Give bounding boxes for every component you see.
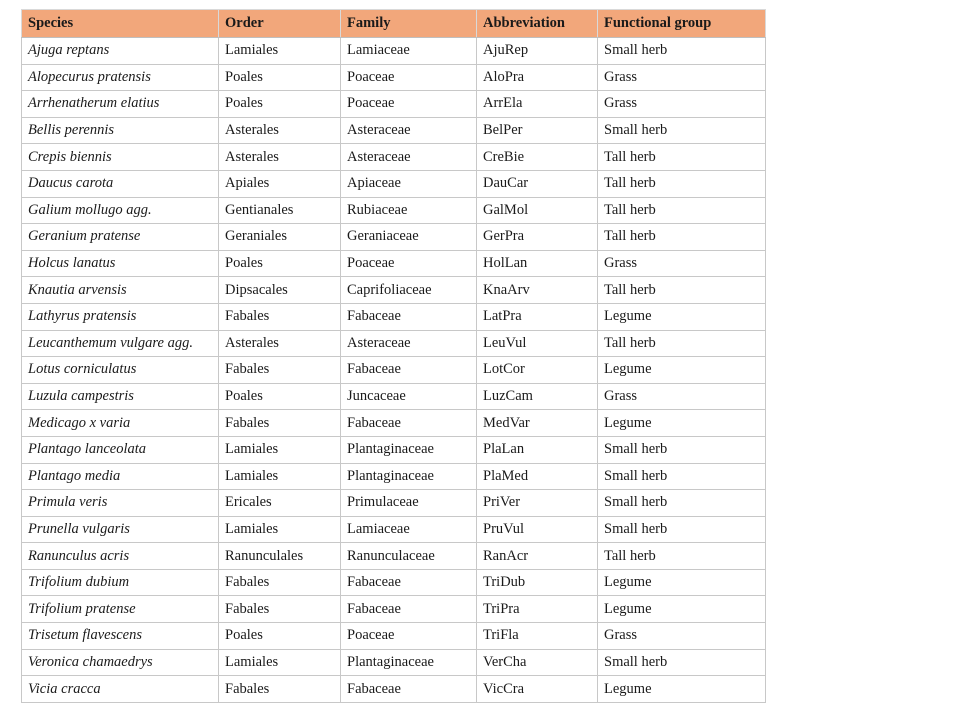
- order-cell: Fabales: [219, 410, 341, 437]
- family-cell: Fabaceae: [341, 357, 477, 384]
- functional-group-cell: Small herb: [598, 649, 766, 676]
- table-row: [22, 250, 766, 277]
- species-cell: Prunella vulgaris: [22, 516, 219, 543]
- functional-group-cell: Small herb: [598, 436, 766, 463]
- family-cell: Geraniaceae: [341, 224, 477, 251]
- order-cell: Fabales: [219, 303, 341, 330]
- order-cell: Lamiales: [219, 38, 341, 65]
- species-cell: Veronica chamaedrys: [22, 649, 219, 676]
- order-cell: Ranunculales: [219, 543, 341, 570]
- table-row: [22, 649, 766, 676]
- table-row: [22, 383, 766, 410]
- header-functional-group: Functional group: [598, 10, 766, 38]
- functional-group-cell: Legume: [598, 676, 766, 703]
- functional-group-cell: Small herb: [598, 490, 766, 517]
- table-row: [22, 197, 766, 224]
- species-cell: Plantago lanceolata: [22, 436, 219, 463]
- abbreviation-cell: BelPer: [477, 117, 598, 144]
- abbreviation-cell: TriDub: [477, 569, 598, 596]
- order-cell: Asterales: [219, 330, 341, 357]
- table-row: [22, 170, 766, 197]
- table-row: [22, 330, 766, 357]
- order-cell: Dipsacales: [219, 277, 341, 304]
- abbreviation-cell: PriVer: [477, 490, 598, 517]
- order-cell: Apiales: [219, 170, 341, 197]
- family-cell: Asteraceae: [341, 144, 477, 171]
- functional-group-cell: Small herb: [598, 463, 766, 490]
- table-row: [22, 357, 766, 384]
- abbreviation-cell: VicCra: [477, 676, 598, 703]
- family-cell: Apiaceae: [341, 170, 477, 197]
- order-cell: Poales: [219, 64, 341, 91]
- order-cell: Ericales: [219, 490, 341, 517]
- table-row: [22, 543, 766, 570]
- species-cell: Vicia cracca: [22, 676, 219, 703]
- functional-group-cell: Legume: [598, 410, 766, 437]
- order-cell: Gentianales: [219, 197, 341, 224]
- functional-group-cell: Tall herb: [598, 330, 766, 357]
- table-row: [22, 596, 766, 623]
- family-cell: Asteraceae: [341, 330, 477, 357]
- order-cell: Asterales: [219, 117, 341, 144]
- species-cell: Ranunculus acris: [22, 543, 219, 570]
- species-cell: Holcus lanatus: [22, 250, 219, 277]
- functional-group-cell: Tall herb: [598, 144, 766, 171]
- species-cell: Knautia arvensis: [22, 277, 219, 304]
- order-cell: Poales: [219, 250, 341, 277]
- species-cell: Medicago x varia: [22, 410, 219, 437]
- functional-group-cell: Tall herb: [598, 224, 766, 251]
- order-cell: Lamiales: [219, 516, 341, 543]
- species-table: [21, 9, 766, 703]
- family-cell: Plantaginaceae: [341, 649, 477, 676]
- species-cell: Luzula campestris: [22, 383, 219, 410]
- order-cell: Lamiales: [219, 649, 341, 676]
- table-row: [22, 436, 766, 463]
- abbreviation-cell: LatPra: [477, 303, 598, 330]
- family-cell: Ranunculaceae: [341, 543, 477, 570]
- functional-group-cell: Small herb: [598, 38, 766, 65]
- family-cell: Caprifoliaceae: [341, 277, 477, 304]
- order-cell: Fabales: [219, 357, 341, 384]
- table-row: [22, 144, 766, 171]
- species-cell: Arrhenatherum elatius: [22, 91, 219, 118]
- order-cell: Poales: [219, 383, 341, 410]
- table-row: [22, 623, 766, 650]
- abbreviation-cell: KnaArv: [477, 277, 598, 304]
- abbreviation-cell: AloPra: [477, 64, 598, 91]
- abbreviation-cell: PlaLan: [477, 436, 598, 463]
- table-row: [22, 490, 766, 517]
- header-species: Species: [22, 10, 219, 38]
- functional-group-cell: Grass: [598, 64, 766, 91]
- functional-group-cell: Tall herb: [598, 197, 766, 224]
- abbreviation-cell: RanAcr: [477, 543, 598, 570]
- family-cell: Fabaceae: [341, 596, 477, 623]
- species-cell: Trisetum flavescens: [22, 623, 219, 650]
- species-cell: Daucus carota: [22, 170, 219, 197]
- family-cell: Lamiaceae: [341, 516, 477, 543]
- family-cell: Poaceae: [341, 91, 477, 118]
- abbreviation-cell: LuzCam: [477, 383, 598, 410]
- family-cell: Rubiaceae: [341, 197, 477, 224]
- functional-group-cell: Legume: [598, 357, 766, 384]
- abbreviation-cell: DauCar: [477, 170, 598, 197]
- species-cell: Lotus corniculatus: [22, 357, 219, 384]
- header-abbreviation: Abbreviation: [477, 10, 598, 38]
- abbreviation-cell: CreBie: [477, 144, 598, 171]
- table-row: [22, 117, 766, 144]
- functional-group-cell: Tall herb: [598, 543, 766, 570]
- table-row: [22, 463, 766, 490]
- species-cell: Crepis biennis: [22, 144, 219, 171]
- order-cell: Asterales: [219, 144, 341, 171]
- functional-group-cell: Grass: [598, 623, 766, 650]
- species-cell: Trifolium pratense: [22, 596, 219, 623]
- family-cell: Fabaceae: [341, 410, 477, 437]
- family-cell: Fabaceae: [341, 569, 477, 596]
- table-row: [22, 224, 766, 251]
- functional-group-cell: Tall herb: [598, 277, 766, 304]
- abbreviation-cell: GerPra: [477, 224, 598, 251]
- functional-group-cell: Small herb: [598, 516, 766, 543]
- order-cell: Poales: [219, 91, 341, 118]
- order-cell: Lamiales: [219, 436, 341, 463]
- header-row: [22, 10, 766, 38]
- family-cell: Primulaceae: [341, 490, 477, 517]
- family-cell: Juncaceae: [341, 383, 477, 410]
- species-cell: Leucanthemum vulgare agg.: [22, 330, 219, 357]
- abbreviation-cell: AjuRep: [477, 38, 598, 65]
- species-cell: Alopecurus pratensis: [22, 64, 219, 91]
- species-cell: Galium mollugo agg.: [22, 197, 219, 224]
- abbreviation-cell: MedVar: [477, 410, 598, 437]
- abbreviation-cell: LeuVul: [477, 330, 598, 357]
- family-cell: Poaceae: [341, 623, 477, 650]
- order-cell: Lamiales: [219, 463, 341, 490]
- abbreviation-cell: PruVul: [477, 516, 598, 543]
- abbreviation-cell: VerCha: [477, 649, 598, 676]
- table-row: [22, 569, 766, 596]
- abbreviation-cell: TriFla: [477, 623, 598, 650]
- abbreviation-cell: GalMol: [477, 197, 598, 224]
- species-cell: Primula veris: [22, 490, 219, 517]
- order-cell: Fabales: [219, 676, 341, 703]
- functional-group-cell: Small herb: [598, 117, 766, 144]
- species-cell: Plantago media: [22, 463, 219, 490]
- abbreviation-cell: PlaMed: [477, 463, 598, 490]
- abbreviation-cell: HolLan: [477, 250, 598, 277]
- order-cell: Fabales: [219, 569, 341, 596]
- abbreviation-cell: LotCor: [477, 357, 598, 384]
- family-cell: Fabaceae: [341, 303, 477, 330]
- species-cell: Ajuga reptans: [22, 38, 219, 65]
- family-cell: Fabaceae: [341, 676, 477, 703]
- species-cell: Lathyrus pratensis: [22, 303, 219, 330]
- functional-group-cell: Grass: [598, 383, 766, 410]
- functional-group-cell: Tall herb: [598, 170, 766, 197]
- species-cell: Geranium pratense: [22, 224, 219, 251]
- table-row: [22, 303, 766, 330]
- order-cell: Geraniales: [219, 224, 341, 251]
- header-family: Family: [341, 10, 477, 38]
- header-order: Order: [219, 10, 341, 38]
- family-cell: Lamiaceae: [341, 38, 477, 65]
- family-cell: Poaceae: [341, 64, 477, 91]
- family-cell: Plantaginaceae: [341, 463, 477, 490]
- table-header: [22, 10, 766, 38]
- functional-group-cell: Grass: [598, 250, 766, 277]
- table-row: [22, 410, 766, 437]
- family-cell: Asteraceae: [341, 117, 477, 144]
- functional-group-cell: Grass: [598, 91, 766, 118]
- abbreviation-cell: ArrEla: [477, 91, 598, 118]
- functional-group-cell: Legume: [598, 596, 766, 623]
- table-row: [22, 64, 766, 91]
- table-row: [22, 516, 766, 543]
- abbreviation-cell: TriPra: [477, 596, 598, 623]
- table-body: [22, 38, 766, 703]
- table-row: [22, 676, 766, 703]
- family-cell: Poaceae: [341, 250, 477, 277]
- order-cell: Fabales: [219, 596, 341, 623]
- species-cell: Bellis perennis: [22, 117, 219, 144]
- functional-group-cell: Legume: [598, 303, 766, 330]
- family-cell: Plantaginaceae: [341, 436, 477, 463]
- table-row: [22, 38, 766, 65]
- order-cell: Poales: [219, 623, 341, 650]
- species-cell: Trifolium dubium: [22, 569, 219, 596]
- table-row: [22, 277, 766, 304]
- table-row: [22, 91, 766, 118]
- functional-group-cell: Legume: [598, 569, 766, 596]
